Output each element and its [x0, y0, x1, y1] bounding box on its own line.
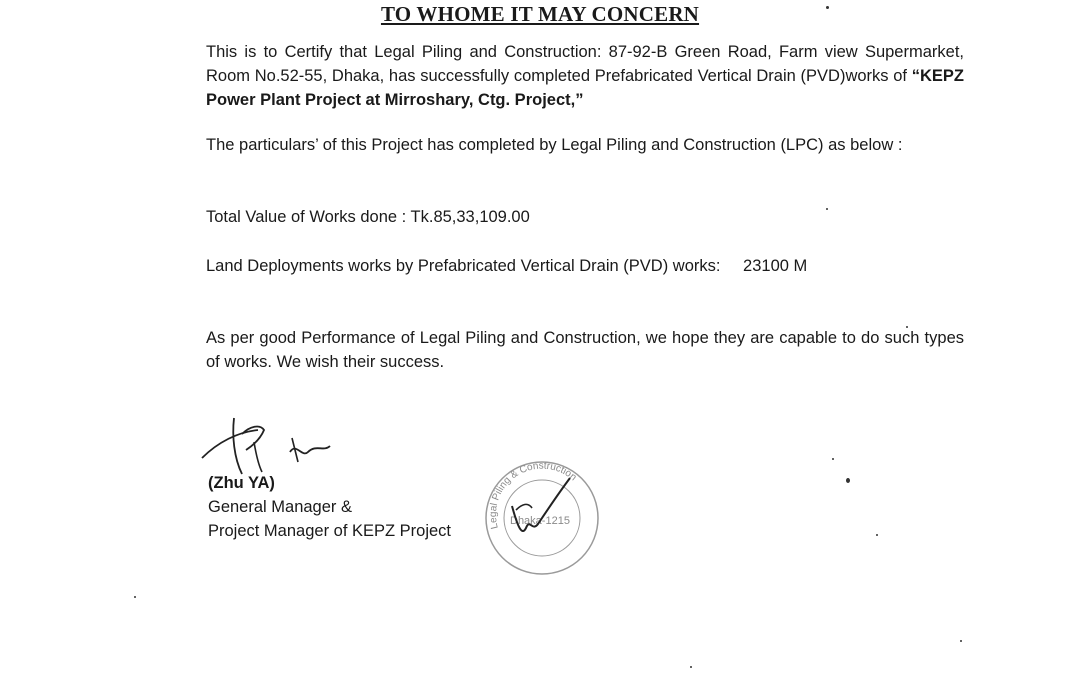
deployment-line	[206, 257, 807, 276]
deployment-value: 23100 M	[743, 257, 808, 275]
seal-city: Dhaka-1215	[510, 515, 570, 527]
deployment-label: Land Deployments works by Prefabricated Vertical Drain (PVD) works:	[206, 257, 721, 275]
scan-speck	[876, 534, 878, 536]
scan-speck	[826, 6, 829, 9]
company-seal	[482, 458, 602, 578]
scan-speck	[960, 640, 962, 642]
closing-paragraph: As per good Performance of Legal Piling and Construction, we hope they are capable to do such types of works. We wish their success.	[206, 329, 964, 371]
scan-speck	[832, 458, 834, 460]
certification-paragraph	[206, 40, 964, 112]
scan-speck	[846, 478, 850, 483]
signatory-title-2: Project Manager of KEPZ Project	[208, 522, 452, 540]
seal-text: Legal Piling & Construction	[487, 460, 579, 530]
signatory-block	[208, 471, 451, 543]
particulars-paragraph: The particulars’ of this Project has completed by Legal Piling and Construction (LPC) as below :	[206, 136, 903, 154]
scan-speck	[134, 596, 136, 598]
letter-title: TO WHOME IT MAY CONCERN	[380, 2, 700, 26]
signatory-name: (Zhu YA)	[208, 474, 275, 492]
scan-speck	[906, 326, 908, 328]
total-value-line: Total Value of Works done : Tk.85,33,109.00	[206, 208, 530, 226]
signatory-title-1: General Manager &	[208, 498, 352, 516]
certification-text: This is to Certify that Legal Piling and Construction: 87-92-B Green Road, Farm view Supermarket, Room No.52-55, Dhaka, has successfully completed Prefabricated Vertical Drain (PVD)works of	[206, 43, 964, 85]
project-name: “KEPZ Power Plant Project at Mirroshary, Ctg. Project,”	[206, 67, 964, 109]
scan-speck	[690, 666, 692, 668]
scan-speck	[826, 208, 828, 210]
